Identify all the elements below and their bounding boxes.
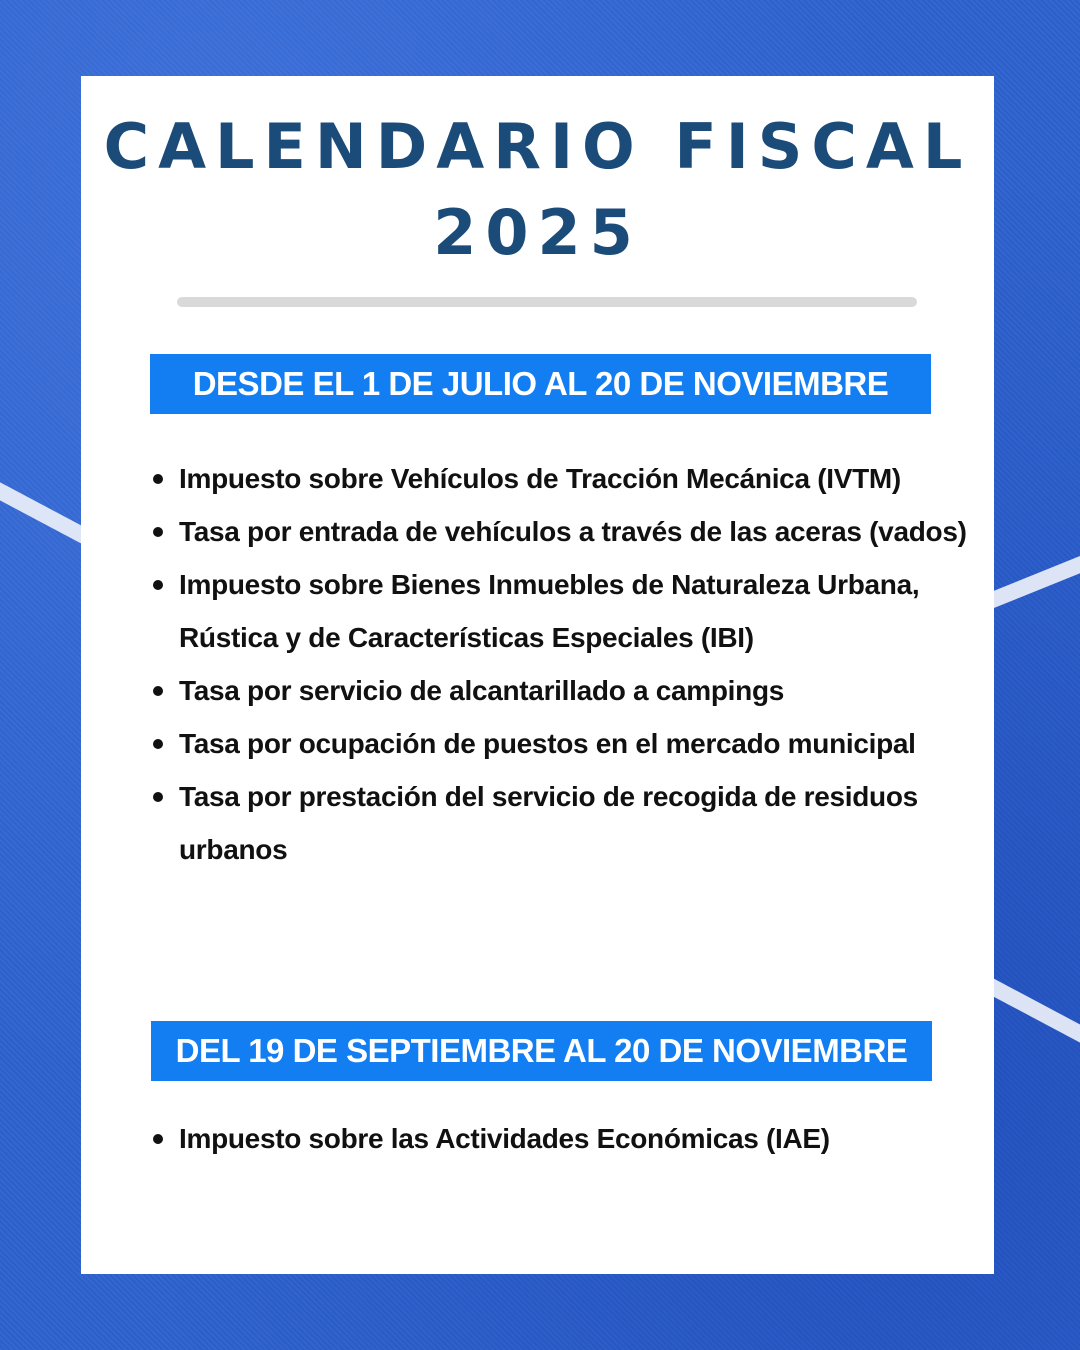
bullet-icon — [153, 580, 163, 590]
bullet-icon — [153, 1134, 163, 1144]
content-card — [81, 76, 994, 1274]
list-item-text: Impuesto sobre las Actividades Económicas (IAE) — [179, 1123, 830, 1154]
list-item-text: Tasa por ocupación de puestos en el mercado municipal — [179, 728, 916, 759]
bullet-icon — [153, 474, 163, 484]
list-item-text: Impuesto sobre Bienes Inmuebles de Naturaleza Urbana, Rústica y de Características Especiales (IBI) — [179, 569, 920, 653]
bullet-icon — [153, 739, 163, 749]
list-item — [151, 505, 971, 558]
page-title-year: 2025 — [433, 196, 642, 269]
tax-list-julio-noviembre — [151, 452, 971, 876]
section-heading-julio-noviembre: DESDE EL 1 DE JULIO AL 20 DE NOVIEMBRE — [150, 354, 931, 414]
list-item — [151, 1112, 971, 1165]
list-item-text: Tasa por prestación del servicio de recogida de residuos urbanos — [179, 781, 918, 865]
bullet-icon — [153, 792, 163, 802]
bullet-icon — [153, 686, 163, 696]
list-item-text: Impuesto sobre Vehículos de Tracción Mecánica (IVTM) — [179, 463, 901, 494]
section-heading-septiembre-noviembre: DEL 19 DE SEPTIEMBRE AL 20 DE NOVIEMBRE — [151, 1021, 932, 1081]
list-item — [151, 664, 971, 717]
list-item — [151, 770, 971, 876]
list-item — [151, 558, 971, 664]
list-item-text: Tasa por servicio de alcantarillado a campings — [179, 675, 785, 706]
list-item-text: Tasa por entrada de vehículos a través de las aceras (vados) — [179, 516, 967, 547]
list-item — [151, 717, 971, 770]
page-title: CALENDARIO FISCAL — [103, 110, 972, 183]
bullet-icon — [153, 527, 163, 537]
title-divider — [177, 297, 917, 307]
list-item — [151, 452, 971, 505]
tax-list-septiembre-noviembre — [151, 1112, 971, 1165]
